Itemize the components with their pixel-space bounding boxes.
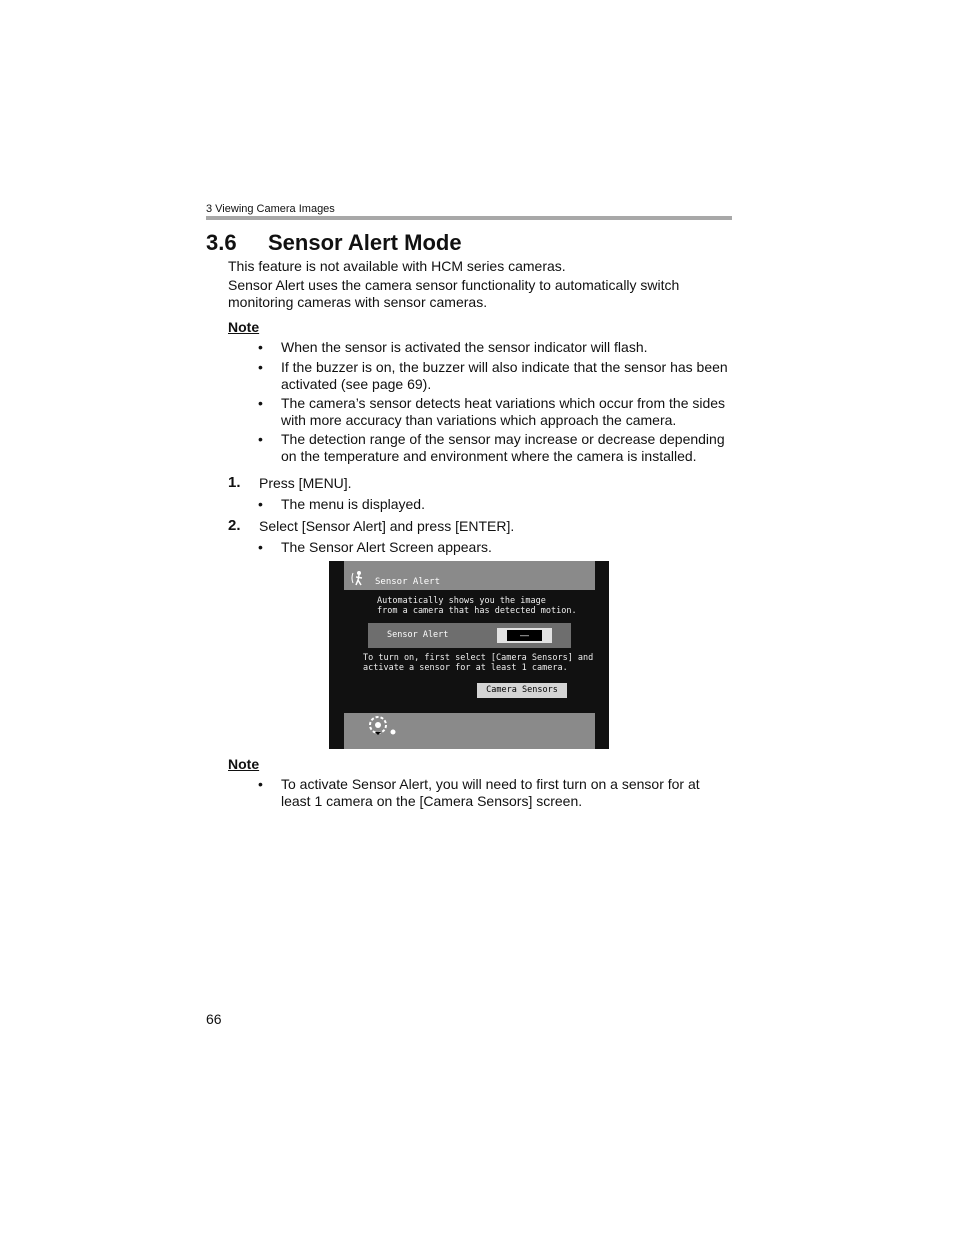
- intro-paragraph-1: This feature is not available with HCM series cameras.: [228, 258, 566, 274]
- intro-paragraph-2: Sensor Alert uses the camera sensor functionality to automatically switch monitoring cameras with sensor cameras.: [228, 277, 680, 310]
- step-text: Press [MENU].: [259, 475, 352, 491]
- step-result: The menu is displayed.: [281, 496, 425, 512]
- step-text: Select [Sensor Alert] and press [ENTER].: [259, 518, 515, 534]
- page-number: 66: [206, 1011, 222, 1027]
- note-item: If the buzzer is on, the buzzer will also indicate that the sensor has been activated (see page 69).: [281, 359, 728, 392]
- navigation-pad-icon: [365, 713, 397, 737]
- screen-title-bar: [344, 561, 595, 590]
- note-heading: Note: [228, 756, 260, 772]
- bullet-icon: •: [258, 496, 263, 512]
- step-number: 1.: [228, 474, 241, 491]
- step-result: The Sensor Alert Screen appears.: [281, 539, 492, 555]
- step-number: 2.: [228, 517, 241, 534]
- sensor-alert-screenshot: [329, 561, 609, 749]
- section-title: Sensor Alert Mode: [268, 230, 462, 255]
- sensor-alert-toggle[interactable]: [497, 628, 552, 643]
- screen-footer-bar: [344, 713, 595, 749]
- note-item: When the sensor is activated the sensor indicator will flash.: [281, 339, 648, 355]
- toggle-value: —: [507, 630, 542, 641]
- screen-description: Automatically shows you the image from a camera that has detected motion.: [377, 596, 577, 616]
- screen-info-text: To turn on, first select [Camera Sensors] and activate a sensor for at least 1 camera.: [363, 653, 594, 673]
- sensor-person-icon: [350, 570, 366, 586]
- note-item: To activate Sensor Alert, you will need to first turn on a sensor for at least 1 camera on the [Camera Sensors] screen.: [281, 776, 700, 809]
- bullet-icon: •: [258, 776, 263, 792]
- camera-sensors-button[interactable]: Camera Sensors: [477, 683, 567, 698]
- bullet-icon: •: [258, 359, 263, 375]
- sensor-alert-setting-row[interactable]: [368, 623, 571, 648]
- screen-title: Sensor Alert: [375, 577, 441, 587]
- header-rule: [206, 216, 732, 220]
- setting-label: Sensor Alert: [387, 630, 449, 640]
- note-item: The camera’s sensor detects heat variations which occur from the sides with more accuracy than variations which approach the camera.: [281, 395, 726, 428]
- note-heading: Note: [228, 319, 260, 335]
- section-number: 3.6: [206, 230, 237, 255]
- note-item: The detection range of the sensor may increase or decrease depending on the temperature and environment where the camera is installed.: [281, 431, 725, 464]
- bullet-icon: •: [258, 431, 263, 447]
- bullet-icon: •: [258, 395, 263, 411]
- running-header: 3 Viewing Camera Images: [206, 203, 335, 215]
- bullet-icon: •: [258, 539, 263, 555]
- bullet-icon: •: [258, 339, 263, 355]
